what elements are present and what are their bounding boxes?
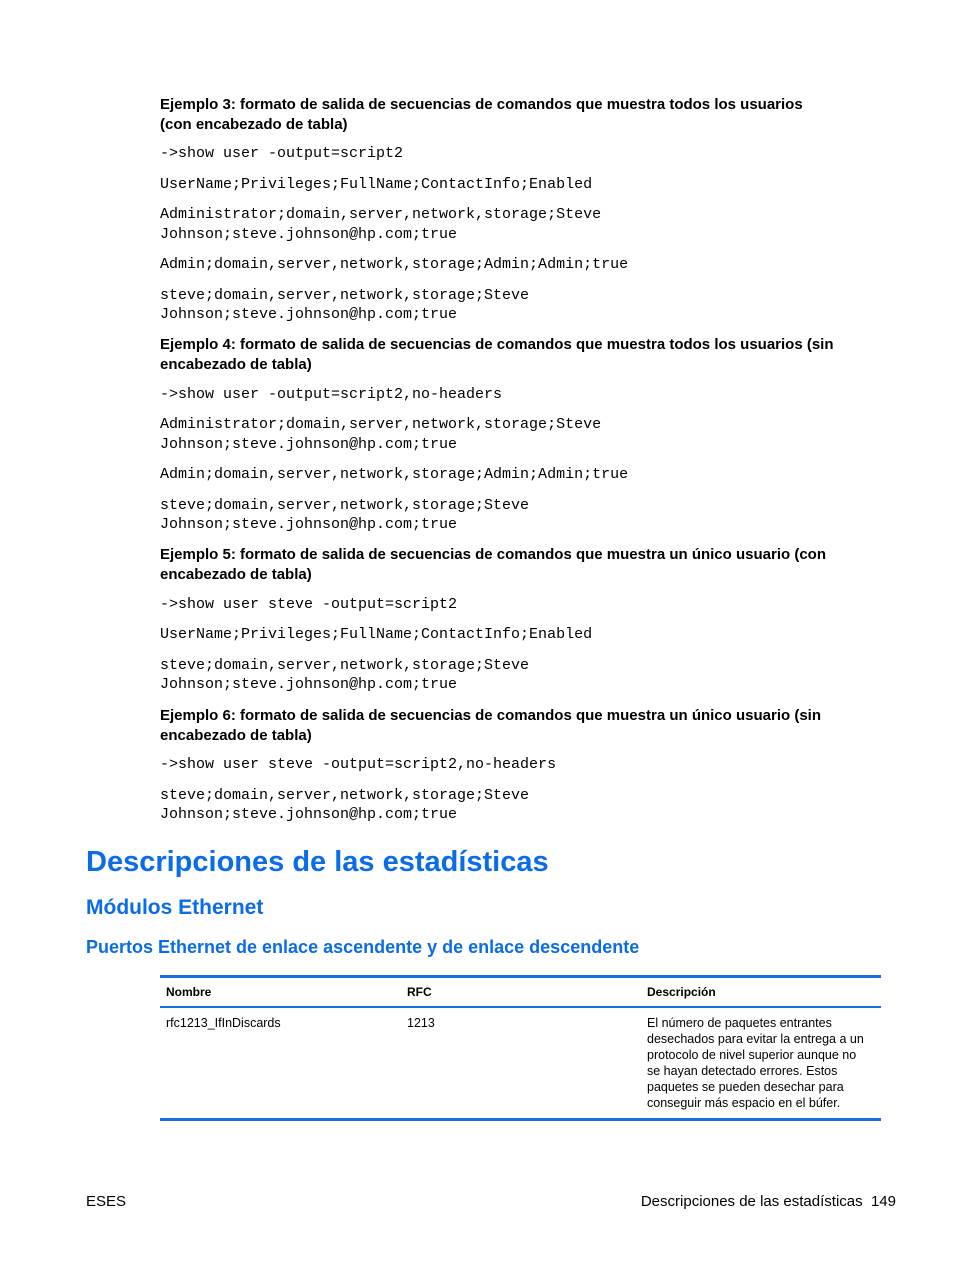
code-line: Administrator;domain,server,network,storage;Steve	[160, 416, 602, 433]
example-5-title-line2: encabezado de tabla)	[160, 566, 312, 583]
example-4-title-line1: Ejemplo 4: formato de salida de secuencias de comandos que muestra todos los usuarios (sin	[160, 336, 834, 353]
footer-right	[641, 1192, 896, 1212]
description-line: El número de paquetes entrantes	[647, 1016, 832, 1030]
code-line: steve;domain,server,network,storage;Steve	[160, 657, 530, 674]
subsection-title: Módulos Ethernet	[86, 896, 264, 919]
description-line: paquetes se pueden desechar para	[647, 1080, 844, 1094]
code-line: Johnson;steve.johnson@hp.com;true	[160, 436, 458, 453]
example-4-title-line2: encabezado de tabla)	[160, 356, 312, 373]
code-line: Johnson;steve.johnson@hp.com;true	[160, 226, 458, 243]
code-line: Johnson;steve.johnson@hp.com;true	[160, 306, 458, 323]
code-line: Johnson;steve.johnson@hp.com;true	[160, 806, 458, 823]
code-line: Johnson;steve.johnson@hp.com;true	[160, 676, 458, 693]
table-header-description: Descripción	[647, 985, 716, 999]
example-3-title-line1: Ejemplo 3: formato de salida de secuencias de comandos que muestra todos los usuarios	[160, 96, 803, 113]
code-line: ->show user -output=script2	[160, 145, 404, 162]
code-line: Johnson;steve.johnson@hp.com;true	[160, 516, 458, 533]
description-line: protocolo de nivel superior aunque no	[647, 1048, 857, 1062]
table-header-name: Nombre	[166, 985, 212, 999]
footer-left: ESES	[86, 1193, 127, 1210]
code-line: Admin;domain,server,network,storage;Admin;Admin;true	[160, 466, 629, 483]
code-line: ->show user -output=script2,no-headers	[160, 386, 503, 403]
code-line: steve;domain,server,network,storage;Steve	[160, 787, 530, 804]
example-6-title	[160, 706, 890, 746]
example-3-title	[160, 95, 890, 135]
table-header-rfc: RFC	[407, 985, 432, 999]
table-header-rule	[160, 1006, 881, 1008]
table-top-rule	[160, 975, 881, 978]
subsubsection-title: Puertos Ethernet de enlace ascendente y de enlace descendente	[86, 937, 640, 957]
example-6-title-line2: encabezado de tabla)	[160, 727, 312, 744]
table-bottom-rule	[160, 1118, 881, 1121]
example-4-title	[160, 335, 890, 375]
page-number: 149	[870, 1193, 896, 1210]
description-line: conseguir más espacio en el búfer.	[647, 1096, 841, 1110]
code-line: UserName;Privileges;FullName;ContactInfo;Enabled	[160, 626, 593, 643]
code-line: ->show user steve -output=script2	[160, 596, 458, 613]
code-line: steve;domain,server,network,storage;Steve	[160, 497, 530, 514]
example-6-title-line1: Ejemplo 6: formato de salida de secuencias de comandos que muestra un único usuario (sin	[160, 707, 821, 724]
code-line: UserName;Privileges;FullName;ContactInfo;Enabled	[160, 176, 593, 193]
table-cell-name: rfc1213_IfInDiscards	[166, 1016, 281, 1030]
description-line: se hayan detectado errores. Estos	[647, 1064, 838, 1078]
example-5-title	[160, 545, 890, 585]
code-line: Admin;domain,server,network,storage;Admin;Admin;true	[160, 256, 629, 273]
section-title: Descripciones de las estadísticas	[86, 846, 549, 878]
code-line: Administrator;domain,server,network,storage;Steve	[160, 206, 602, 223]
table-cell-description	[647, 1015, 881, 1111]
code-line: ->show user steve -output=script2,no-headers	[160, 756, 557, 773]
footer-section-name: Descripciones de las estadísticas	[640, 1193, 863, 1210]
example-5-title-line1: Ejemplo 5: formato de salida de secuencias de comandos que muestra un único usuario (con	[160, 546, 826, 563]
example-3-title-line2: (con encabezado de tabla)	[160, 116, 348, 133]
table-cell-rfc: 1213	[407, 1016, 435, 1030]
description-line: desechados para evitar la entrega a un	[647, 1032, 864, 1046]
code-line: steve;domain,server,network,storage;Steve	[160, 287, 530, 304]
